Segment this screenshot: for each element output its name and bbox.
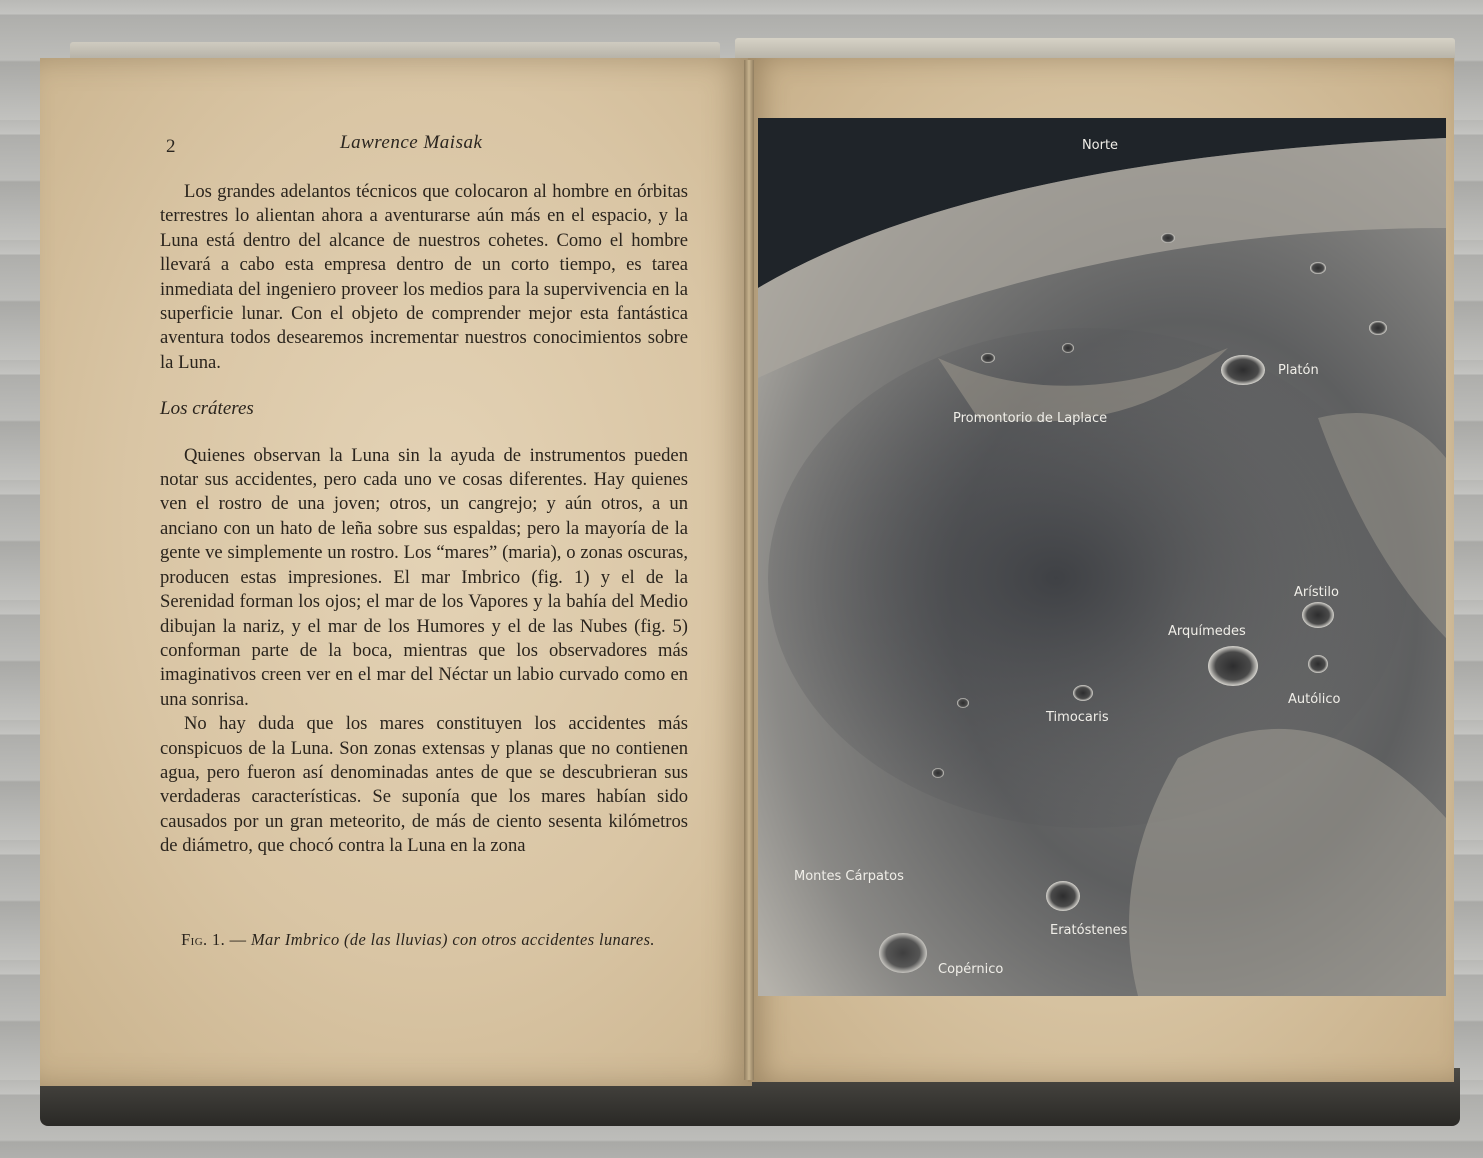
paragraph-2: Quienes observan la Luna sin la ayuda de instrumentos pueden notar sus accidentes, pero cada uno ve cosas diferentes. Hay quienes ven el rostro de una joven; otros, un cangrejo; y aún otros, a un anciano con un hato de leña sobre sus espaldas; pero la mayoría de la gente ve simplemente un rostro. Los “mares” (maria), o zonas oscuras, producen estas impresiones. El mar Imbrico (fig. 1) y el de la Serenidad forman los ojos; el mar de los Vapores y la bahía del Medio dibujan la nariz, y el mar de los Humores y el de las Nubes (fig. 5) conforman parte de la boca, mientras que los observadores más imaginativos creen ver en el mar del Néctar un labio curvado como en una sonrisa. <box>160 444 688 710</box>
moon-photograph <box>758 118 1446 996</box>
running-head: Lawrence Maisak <box>340 132 483 153</box>
arquimedes-crater <box>1208 646 1258 686</box>
paragraph-1: Los grandes adelantos técnicos que colocaron al hombre en órbitas terrestres lo alientan ahora a aventurarse aún más en el espacio, y la Luna está dentro del alcance de nuestros cohetes. Como el hombre llevará a cabo esta empresa dentro de un corto tiempo, es tarea inmediata del ingeniero proveer los medios para la supervivencia en la superficie lunar. Con el objeto de comprender mejor esta fantástica aventura todos desearemos incrementar nuestros conocimientos sobre la Luna. <box>160 181 688 373</box>
autolico-crater <box>1308 655 1328 673</box>
figure-caption <box>148 930 688 949</box>
page-number: 2 <box>166 136 176 157</box>
label-autolico: Autólico <box>1288 692 1341 707</box>
caption-text: Mar Imbrico (de las lluvias) con otros accidentes lunares. <box>250 930 655 949</box>
paragraph-3: No hay duda que los mares constituyen los accidentes más conspicuos de la Luna. Son zonas extensas y planas que no contienen agua, pero fueron así denominadas antes de que se descubrieran sus verdaderas características. Se suponía que los mares habían sido causados por un gran meteorito, de más de ciento sesenta kilómetros de diámetro, que chocó contra la Luna en la zona <box>160 713 688 857</box>
section-title: Los cráteres <box>160 398 254 420</box>
label-carpatos: Montes Cárpatos <box>794 869 904 884</box>
label-copernico: Copérnico <box>938 962 1004 977</box>
label-norte: Norte <box>1081 138 1119 153</box>
copernico-crater <box>879 933 927 973</box>
timocaris-crater <box>1073 685 1093 701</box>
book-gutter <box>744 60 754 1080</box>
label-aristilo: Arístilo <box>1294 585 1339 600</box>
body-text <box>160 180 688 859</box>
aristilo-crater <box>1302 602 1334 628</box>
label-timocaris: Timocaris <box>1046 710 1109 725</box>
eratostenes-crater <box>1046 881 1080 911</box>
label-platon: Platón <box>1278 363 1319 378</box>
label-eratostenes: Eratóstenes <box>1050 923 1128 938</box>
label-arquimedes: Arquímedes <box>1168 624 1246 639</box>
platon-crater <box>1221 355 1265 385</box>
label-laplace: Promontorio de Laplace <box>953 411 1108 426</box>
caption-fig-number: Fig. 1. — <box>181 930 247 949</box>
